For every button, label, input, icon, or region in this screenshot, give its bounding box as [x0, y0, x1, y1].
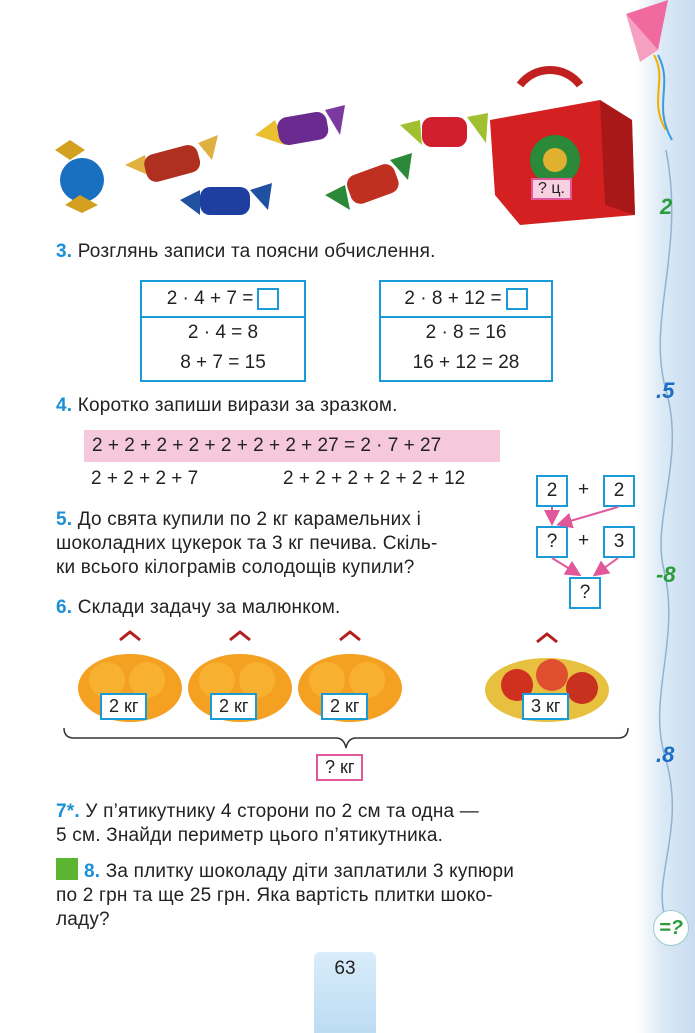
task-3 [56, 240, 436, 264]
task-8-line2: по 2 грн та ще 25 грн. Яка вартість плитки шоко- [56, 885, 493, 906]
calc-box-1-header: 2 · 4 + 7 = [166, 288, 254, 309]
task-5-line1: До свята купили по 2 кг карамельних і [77, 509, 421, 530]
scheme-box-q2: ? [569, 577, 601, 609]
page-number: 63 [314, 952, 376, 1033]
side-mark-4: .8 [656, 742, 675, 767]
scheme-box-b: 2 [603, 475, 635, 507]
calc-box-1-line2: 8 + 7 = 15 [180, 352, 266, 373]
swirl-line [636, 0, 695, 1033]
task-5-line2: шоколадних цукерок та 3 кг печива. Скіль- [56, 533, 438, 554]
green-square-icon [56, 858, 78, 880]
scheme-plus-2: + [578, 530, 590, 551]
task-5 [56, 508, 506, 580]
gift-box-label: ? ц. [531, 178, 572, 200]
answer-square [257, 288, 279, 310]
answer-square [506, 288, 528, 310]
side-mark-5: =? [653, 910, 689, 946]
task-4 [56, 394, 398, 418]
task-4-number: 4. [56, 395, 73, 416]
task-4-text: Коротко запиши вирази за зразком. [77, 395, 398, 416]
side-mark-3: -8 [656, 562, 676, 587]
expression-1: 2 + 2 + 2 + 7 [91, 468, 199, 489]
task-7-number: 7*. [56, 801, 80, 822]
scheme-box-q1: ? [536, 526, 568, 558]
task-8 [56, 858, 636, 932]
bag-weight-3: 2 кг [321, 693, 368, 720]
gift-box-icon [490, 70, 635, 225]
candies-illustration [50, 65, 640, 225]
calc-box-2-header: 2 · 8 + 12 = [404, 288, 502, 309]
task-3-number: 3. [56, 241, 73, 262]
task-3-text: Розглянь записи та поясни обчислення. [77, 241, 436, 262]
scheme-box-c: 3 [603, 526, 635, 558]
bag-weight-2: 2 кг [210, 693, 257, 720]
calc-box-1-line1: 2 · 4 = 8 [187, 322, 259, 343]
task-6 [56, 596, 340, 620]
task-8-line3: ладу? [56, 909, 110, 930]
task-6-number: 6. [56, 597, 73, 618]
example-expression: 2 + 2 + 2 + 2 + 2 + 2 + 2 + 27 = 2 · 7 + 27 [84, 430, 500, 462]
candy-icon [55, 140, 104, 213]
task-8-line1: За плитку шоколаду діти заплатили 3 купюри [105, 861, 515, 882]
calc-box-2-line1: 2 · 8 = 16 [425, 322, 507, 343]
task-6-text: Склади задачу за малюнком. [77, 597, 341, 618]
task-5-line3: ки всього кілограмів солодощів купили? [56, 557, 415, 578]
side-mark-1: 2 [660, 194, 673, 219]
task-7-line2: 5 см. Знайди периметр цього п’ятикутника. [56, 825, 444, 846]
calc-box-2-line2: 16 + 12 = 28 [412, 352, 520, 373]
bag-weight-4: 3 кг [522, 693, 569, 720]
scheme-arrows [530, 500, 640, 580]
side-margin [636, 0, 695, 1033]
expression-2: 2 + 2 + 2 + 2 + 2 + 12 [283, 468, 466, 489]
task-5-number: 5. [56, 509, 73, 530]
task-7 [56, 800, 636, 848]
scheme-box-a: 2 [536, 475, 568, 507]
calc-box-1 [140, 280, 306, 382]
task-8-number: 8. [84, 861, 101, 882]
bag-weight-1: 2 кг [100, 693, 147, 720]
scheme-plus-1: + [578, 479, 590, 500]
calc-box-2 [379, 280, 553, 382]
total-weight: ? кг [316, 754, 363, 781]
total-brace [62, 726, 630, 750]
task-7-line1: У п’ятикутнику 4 сторони по 2 см та одна — [85, 801, 479, 822]
side-mark-2: .5 [656, 378, 675, 403]
